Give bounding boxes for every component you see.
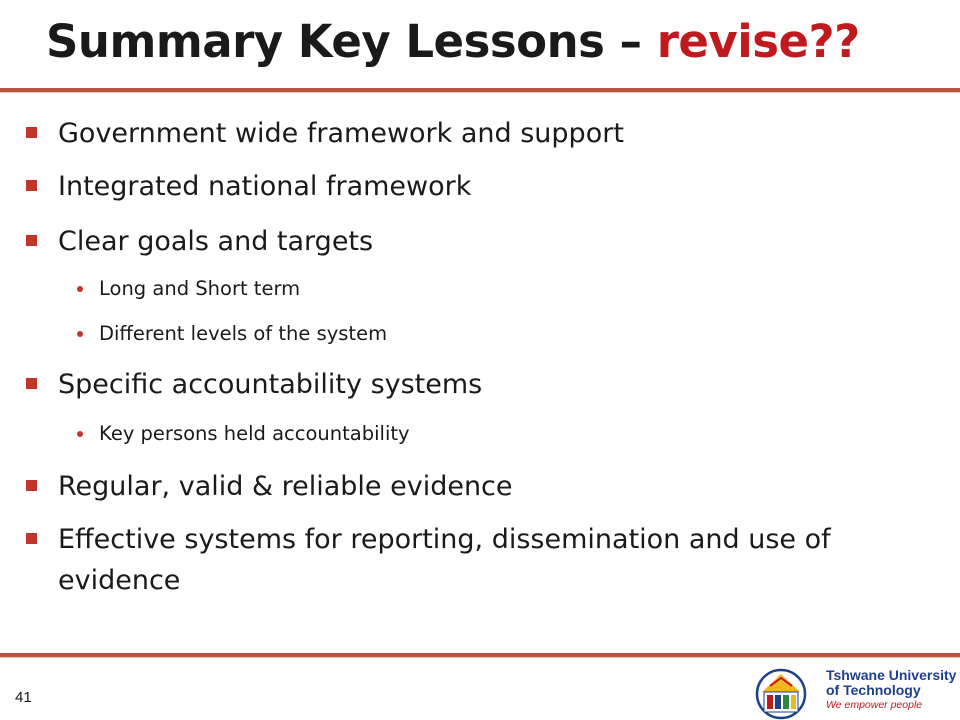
title-divider (0, 88, 960, 93)
slide-title-main: Summary Key Lessons – (46, 15, 657, 68)
dot-bullet-icon (77, 331, 83, 337)
square-bullet-icon (26, 378, 37, 389)
footer-divider (0, 653, 960, 658)
slide-title (46, 4, 946, 80)
university-logo-icon (748, 664, 828, 720)
dot-bullet-icon (77, 286, 83, 292)
slide-title-accent: revise?? (656, 15, 860, 68)
square-bullet-icon (26, 480, 37, 491)
logo-tagline: We empower people (826, 699, 923, 711)
sub-bullet-text: Key persons held accountability (99, 422, 410, 445)
bullet-text: Integrated national framework (58, 171, 472, 202)
university-wordmark (826, 668, 960, 712)
dot-bullet-icon (77, 431, 83, 437)
bullet-text: Effective systems for reporting, dissemination and use of evidence (58, 524, 831, 596)
page-number: 41 (15, 689, 32, 706)
bullet-text: Clear goals and targets (58, 226, 374, 257)
logo-name-line1: Tshwane University (826, 667, 957, 683)
bullet-text: Specific accountability systems (58, 369, 483, 400)
sub-bullet-text: Long and Short term (99, 277, 301, 300)
logo-name-line2: of Technology (826, 682, 921, 698)
square-bullet-icon (26, 127, 37, 138)
bullet-text: Government wide framework and support (58, 118, 624, 149)
square-bullet-icon (26, 235, 37, 246)
sub-bullet-text: Different levels of the system (99, 322, 388, 345)
square-bullet-icon (26, 533, 37, 544)
square-bullet-icon (26, 180, 37, 191)
bullet-text: Regular, valid & reliable evidence (58, 471, 513, 502)
